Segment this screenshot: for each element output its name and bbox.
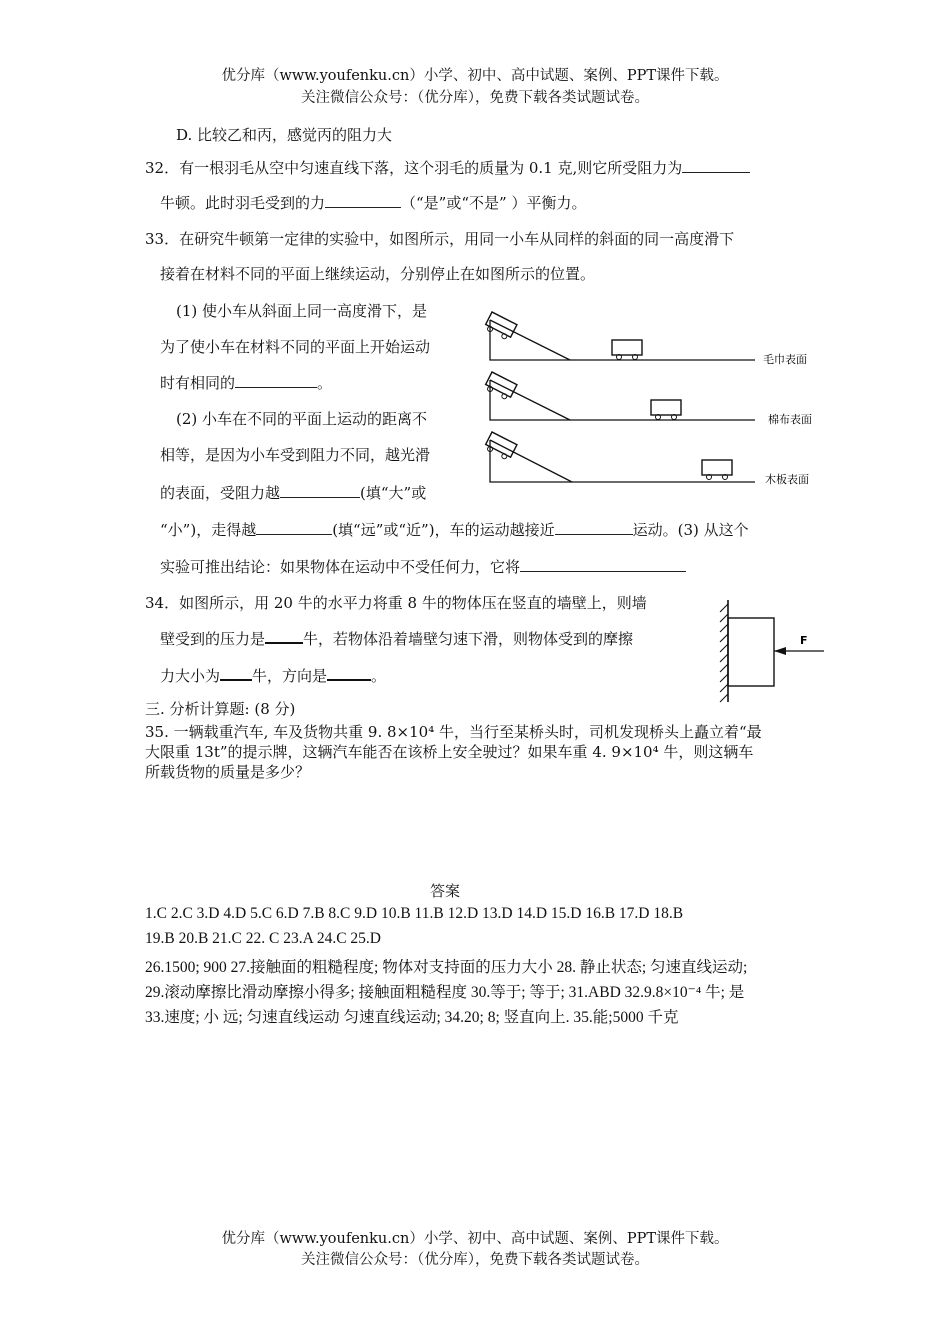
q34-text-2a: 壁受到的压力是 [160,630,266,648]
answers-title: 答案 [429,882,460,900]
footer-line-1: 优分库（www.youfenku.cn）小学、初中、高中试题、案例、PPT课件下载。 [221,1231,729,1247]
q34-text-3c: 。 [371,667,387,685]
q32-text-2a: 牛顿。此时羽毛受到的力 [160,194,326,212]
q31-option-d: D. 比较乙和丙，感觉丙的阻力大 [176,126,393,144]
footer-line-2: 关注微信公众号：（优分库），免费下载各类试题试卷。 [301,1252,649,1268]
q33-line-3 [160,556,686,577]
surface-label-cotton: 棉布表面 [768,413,812,426]
q35-line-3: 所载货物的质量是多少？ [145,763,311,781]
answers-line-4: 29.滚动摩擦比滑动摩擦小得多; 接触面粗糙程度 30.等于; 等于; 31.ABD 32.9.8×10⁻⁴ 牛; 是 [145,984,745,1001]
answers-line-3: 26.1500; 900 27.接触面的粗糙程度; 物体对支持面的压力大小 28. 静止状态; 匀速直线运动; [145,959,748,976]
block [728,618,774,686]
surface-label-wood: 木板表面 [765,473,809,486]
q34-wall-figure [712,596,830,706]
q33-p2d-text-c: 运动。(3) 从这个 [632,521,749,539]
q34-blank-2[interactable] [220,665,252,681]
force-arrowhead [774,647,786,655]
q33-p2-line-c [160,482,426,503]
q33-blank-5[interactable] [520,557,686,572]
q33-p2c-text: 的表面，受阻力越 [160,484,281,502]
incline-wood [484,432,755,482]
force-label: F [800,634,808,647]
header-line-2: 关注微信公众号：（优分库），免费下载各类试题试卷。 [301,90,649,106]
q33-blank-3[interactable] [256,520,332,535]
answers-line-1: 1.C 2.C 3.D 4.D 5.C 6.D 7.B 8.C 9.D 10.B 11.B 12.D 13.D 14.D 15.D 16.B 17.D 18.B [145,905,684,922]
q33-p1-line-b: 为了使小车在材料不同的平面上开始运动 [160,338,431,356]
q34-text-3b: 牛，方向是 [252,667,328,685]
q33-p2d-text-a: “小”)，走得越 [160,521,257,539]
q33-p1-text: 时有相同的 [160,374,236,392]
q33-conclusion-text: 实验可推出结论：如果物体在运动中不受任何力，它将 [160,558,521,576]
q34-line-2 [160,628,633,649]
q34-blank-3[interactable] [327,665,371,681]
q33-p2-line-a: (2) 小车在不同的平面上运动的距离不 [176,410,428,428]
q34-line-1: 34．如图所示，用 20 牛的水平力将重 8 牛的物体压在竖直的墙壁上，则墙 [145,594,647,612]
q33-line-2: 接着在材料不同的平面上继续运动，分别停止在如图所示的位置。 [160,265,596,283]
answers-line-5: 33.速度; 小 远; 匀速直线运动 匀速直线运动; 34.20; 8; 竖直向上. 35.能;5000 千克 [145,1009,679,1026]
q33-p2c-end: (填“大”或 [360,484,427,502]
incline-towel [484,312,755,360]
q33-blank-2[interactable] [280,483,360,498]
q34-line-3 [160,665,386,686]
q34-text-2b: 牛，若物体沿着墙壁匀速下滑，则物体受到的摩擦 [303,630,634,648]
q32-blank-2[interactable] [325,193,401,208]
q33-p2-line-d [160,519,749,540]
q34-blank-1[interactable] [265,628,303,644]
q35-line-2: 大限重 13t”的提示牌，这辆汽车能否在该桥上安全驶过？如果车重 4. 9×10⁴ 牛，则这辆车 [145,743,754,761]
q33-incline-figure [480,300,825,495]
q32-line-1 [145,157,750,178]
incline-cotton [484,372,755,420]
q32-blank-1[interactable] [682,158,750,173]
q33-p2-line-b: 相等，是因为小车受到阻力不同，越光滑 [160,446,431,464]
q33-p2d-text-b: (填“远”或“近”)，车的运动越接近 [332,521,555,539]
surface-label-towel: 毛巾表面 [763,353,807,366]
q33-blank-4[interactable] [555,520,633,535]
q32-text-2b: （“是”或“不是” ）平衡力。 [401,194,587,212]
header-line-1: 优分库（www.youfenku.cn）小学、初中、高中试题、案例、PPT课件下载。 [221,68,729,84]
q33-p1-line-c [160,372,332,393]
q33-p1-end: 。 [317,374,333,392]
wall-hatching [720,604,728,702]
q33-blank-1[interactable] [235,373,317,388]
answers-line-2: 19.B 20.B 21.C 22. C 23.A 24.C 25.D [145,930,381,947]
q33-p1-line-a: (1) 使小车从斜面上同一高度滑下，是 [176,302,428,320]
q33-line-1: 33．在研究牛顿第一定律的实验中，如图所示，用同一小车从同样的斜面的同一高度滑下 [145,230,735,248]
q32-text-1: 32．有一根羽毛从空中匀速直线下落，这个羽毛的质量为 0.1 克,则它所受阻力为 [145,159,683,177]
q34-text-3a: 力大小为 [160,667,221,685]
section3-title: 三. 分析计算题: (8 分) [145,700,296,718]
q32-line-2 [160,192,586,213]
q35-line-1: 35. 一辆载重汽车, 车及货物共重 9. 8×10⁴ 牛，当行至某桥头时，司机发现桥头上矗立着“最 [145,723,762,741]
